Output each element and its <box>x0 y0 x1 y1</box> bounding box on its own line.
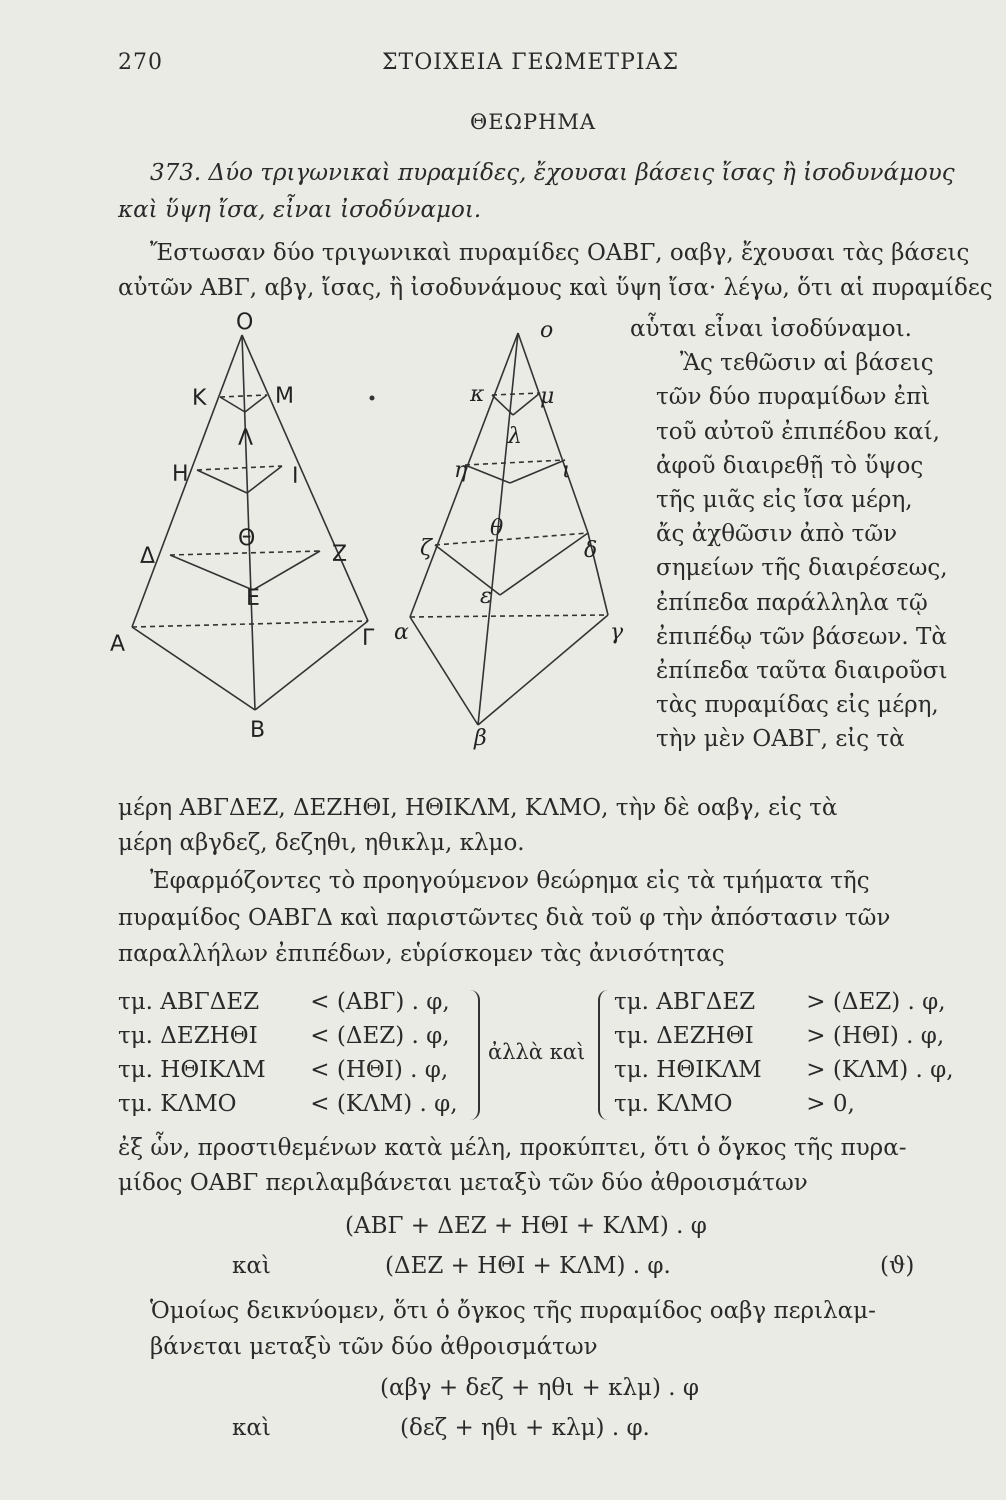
fig-label-M: Μ <box>275 384 294 409</box>
page-number: 270 <box>118 50 163 75</box>
fig-label-iota: ι <box>562 458 571 483</box>
para5-line-1: Ὁμοίως δεικνύομεν, ὅτι ὁ ὄγκος τῆς πυραμίδος οαβγ περιλαμ- <box>150 1298 876 1324</box>
fig-label-L: Λ <box>238 426 254 451</box>
formula-3: (αβγ + δεζ + ηθι + κλμ) . φ <box>380 1375 700 1401</box>
fig-label-zeta: ζ <box>420 536 432 561</box>
brace-right <box>598 990 608 1120</box>
ineq-row: τμ. ΗΘΙΚΛΜ < (ΗΘΙ) . φ, <box>118 1057 449 1083</box>
formula-1: (ΑΒΓ + ΔΕΖ + ΗΘΙ + ΚΛΜ) . φ <box>345 1213 707 1239</box>
pyramid-figure <box>110 305 630 765</box>
fig-label-A: Α <box>110 632 126 657</box>
formula-4-lead: καὶ <box>232 1415 271 1441</box>
para4-line-1: ἐξ ὧν, προστιθεμένων κατὰ μέλη, προκύπτει, ὅτι ὁ ὄγκος τῆς πυρα- <box>118 1135 907 1161</box>
ineq-row: τμ. ΑΒΓΔΕΖ > (ΔΕΖ) . φ, <box>614 989 946 1015</box>
side-line: τῶν δύο πυραμίδων ἐπὶ <box>656 384 931 411</box>
side-line: τοῦ αὐτοῦ ἐπιπέδου καί, <box>656 418 940 445</box>
fig-label-mu: μ <box>540 384 555 409</box>
para2-line-2: μέρη αβγδεζ, δεζηθι, ηθικλμ, κλμο. <box>118 830 525 856</box>
fig-label-kappa: κ <box>470 382 485 407</box>
ineq-row: τμ. ΚΛΜΟ < (ΚΛΜ) . φ, <box>118 1091 458 1117</box>
fig-label-epsilon: ε <box>480 584 492 609</box>
fig-label-delta: δ <box>584 538 598 563</box>
side-line: αὗται εἶναι ἰσοδύναμοι. <box>630 316 912 342</box>
para2-line-1: μέρη ΑΒΓΔΕΖ, ΔΕΖΗΘΙ, ΗΘΙΚΛΜ, ΚΛΜΟ, τὴν δὲ οαβγ, εἰς τὰ <box>118 795 838 821</box>
fig-label-lambda: λ <box>508 424 522 449</box>
fig-label-gamma: γ <box>610 620 624 645</box>
formula-2: (ΔΕΖ + ΗΘΙ + ΚΛΜ) . φ. <box>385 1253 671 1279</box>
fig-label-alpha: α <box>394 620 409 645</box>
fig-label-G: Γ <box>362 626 375 651</box>
fig-label-theta: θ <box>490 516 504 541</box>
inequalities-left <box>118 985 458 1121</box>
fig-label-Th: Θ <box>238 526 256 551</box>
side-line: ἐπιπέδῳ τῶν βάσεων. Τὰ <box>656 623 947 650</box>
side-line: ἐπίπεδα ταῦτα διαιροῦσι <box>656 658 948 685</box>
theorem-line-2: καὶ ὕψη ἴσα, εἶναι ἰσοδύναμοι. <box>118 197 482 223</box>
inequalities-right <box>614 985 954 1121</box>
formula-2-lead: καὶ <box>232 1253 271 1279</box>
fig-label-K: Κ <box>192 386 207 411</box>
ineq-row: τμ. ΔΕΖΗΘΙ < (ΔΕΖ) . φ, <box>118 1023 450 1049</box>
para3-line-1: Ἐφαρμόζοντες τὸ προηγούμενον θεώρημα εἰς τὰ τμήματα τῆς <box>150 868 870 894</box>
para4-line-2: μίδος ΟΑΒΓ περιλαμβάνεται μεταξὺ τῶν δύο ἀθροισμάτων <box>118 1170 808 1196</box>
running-title: ΣΤΟΙΧΕΙΑ ΓΕΩΜΕΤΡΙΑΣ <box>382 50 680 75</box>
side-line: ἐπίπεδα παράλληλα τῷ <box>656 589 928 616</box>
theorem-line-1: 373. Δύο τριγωνικαὶ πυραμίδες, ἔχουσαι βάσεις ἴσας ἢ ἰσοδυνάμους <box>150 160 955 186</box>
ineq-row: τμ. ΑΒΓΔΕΖ < (ΑΒΓ) . φ, <box>118 989 450 1015</box>
brace-left <box>470 990 480 1120</box>
ineq-row: τμ. ΔΕΖΗΘΙ > (ΗΘΙ) . φ, <box>614 1023 945 1049</box>
fig-label-eta: η <box>454 458 468 483</box>
theorem-heading: ΘΕΩΡΗΜΑ <box>470 110 597 134</box>
side-text <box>630 312 948 757</box>
formula-2-tag: (ϑ) <box>880 1253 915 1279</box>
para1-line-1: Ἔστωσαν δύο τριγωνικαὶ πυραμίδες ΟΑΒΓ, οαβγ, ἔχουσαι τὰς βάσεις <box>150 240 970 266</box>
fig-label-E: Ε <box>246 586 260 611</box>
side-line: ἀφοῦ διαιρεθῇ τὸ ὕψος <box>656 452 924 479</box>
para5-line-2: βάνεται μεταξὺ τῶν δύο ἀθροισμάτων <box>150 1334 598 1360</box>
fig-label-o: ο <box>540 318 554 343</box>
side-line: Ἂς τεθῶσιν αἱ βάσεις <box>680 350 934 377</box>
para3-line-2: πυραμίδος ΟΑΒΓΔ καὶ παριστῶντες διὰ τοῦ φ τὴν ἀπόστασιν τῶν <box>118 905 891 931</box>
para1-line-2: αὐτῶν ΑΒΓ, αβγ, ἴσας, ἢ ἰσοδυνάμους καὶ ὕψη ἴσα· λέγω, ὅτι αἱ πυραμίδες <box>118 275 993 301</box>
fig-label-H: Η <box>172 462 189 487</box>
side-line: τὰς πυραμίδας εἰς μέρη, <box>656 692 939 719</box>
formula-4: (δεζ + ηθι + κλμ) . φ. <box>400 1415 650 1441</box>
ineq-row: τμ. ΚΛΜΟ > 0, <box>614 1091 855 1117</box>
fig-label-B: Β <box>250 718 266 743</box>
ineq-row: τμ. ΗΘΙΚΛΜ > (ΚΛΜ) . φ, <box>614 1057 954 1083</box>
dot <box>370 396 375 401</box>
side-line: σημείων τῆς διαιρέσεως, <box>656 555 948 582</box>
fig-label-Z: Ζ <box>332 542 348 567</box>
side-line: τῆς μιᾶς εἰς ἴσα μέρη, <box>656 487 913 514</box>
fig-label-beta: β <box>474 726 487 751</box>
side-line: τὴν μὲν ΟΑΒΓ, εἰς τὰ <box>656 726 905 753</box>
connector: ἀλλὰ καὶ <box>488 1040 586 1064</box>
fig-label-O: Ο <box>236 310 254 335</box>
para3-line-3: παραλλήλων ἐπιπέδων, εὑρίσκομεν τὰς ἀνισότητας <box>118 941 725 967</box>
fig-label-D: Δ <box>140 544 156 569</box>
fig-label-I: Ι <box>292 464 299 489</box>
side-line: ἄς ἀχθῶσιν ἀπὸ τῶν <box>656 521 898 548</box>
